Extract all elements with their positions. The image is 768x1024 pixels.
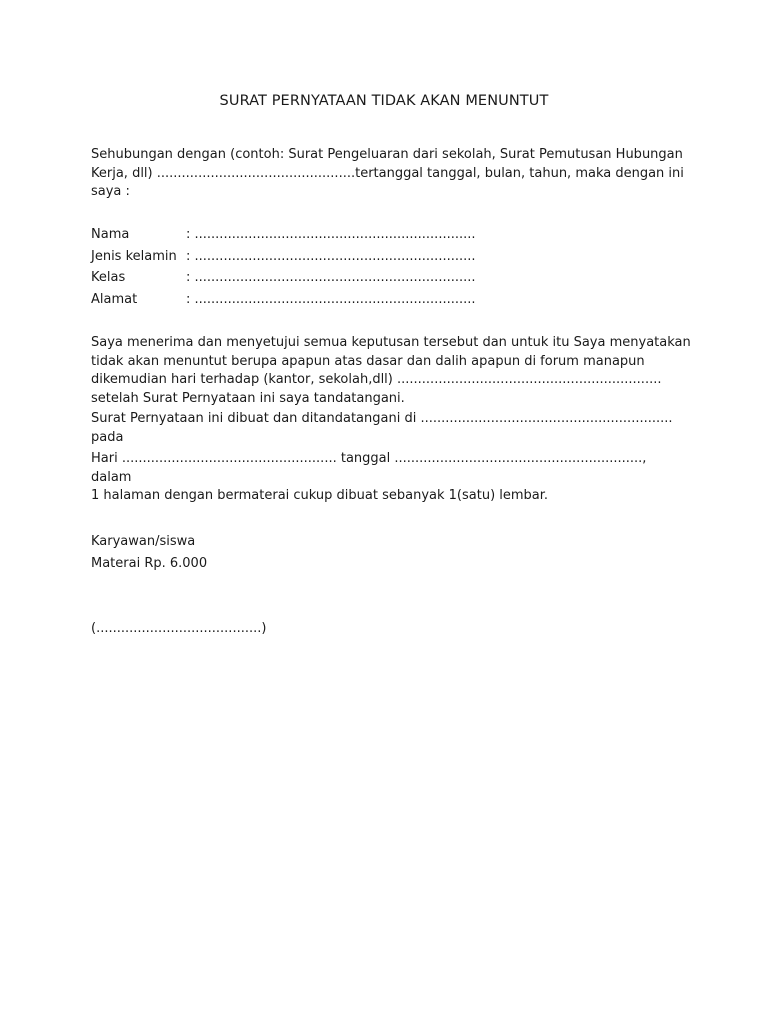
stamp-note: Materai Rp. 6.000 [91,556,208,571]
field-label: Alamat [91,292,138,308]
signature-placeholder: (........................................) [91,621,267,636]
field-label: Kelas [91,270,126,286]
field-row-jenis-kelamin [91,248,476,270]
date-line: Hari .................................................... tanggal ............................................................, dalam 1 halaman dengan bermaterai cukup dibuat sebanyak 1(satu) lembar. [91,451,647,503]
field-value: : .................................................................... [186,227,476,242]
statement-paragraph: Saya menerima dan menyetujui semua keputusan tersebut dan untuk itu Saya menyatakan tidak akan menuntut berupa apapun atas dasar dan dalih apapun di forum manapun dikemudian hari terhadap (kantor, sekolah,dll) ................................................................ setelah Surat Pernyataan ini saya tandatangani. [91,335,691,406]
field-row-kelas [91,269,476,291]
field-row-alamat [91,291,476,313]
signer-role: Karyawan/siswa [91,534,196,549]
document-title: SURAT PERNYATAAN TIDAK AKAN MENUNTUT [219,93,549,109]
field-value: : .................................................................... [186,248,476,264]
field-value: : .................................................................... [186,270,476,286]
identity-fields [91,226,476,313]
field-row-nama [91,226,476,248]
field-label: Nama [91,227,130,242]
field-value: : .................................................................... [186,292,476,308]
field-label: Jenis kelamin [91,248,177,264]
intro-paragraph: Sehubungan dengan (contoh: Surat Pengeluaran dari sekolah, Surat Pemutusan Hubungan Kerja, dll) ................................................tertanggal tanggal, bulan, tahun, maka dengan ini saya : [91,147,684,199]
place-line: Surat Pernyataan ini dibuat dan ditandatangani di ............................................................. pada [91,411,673,445]
